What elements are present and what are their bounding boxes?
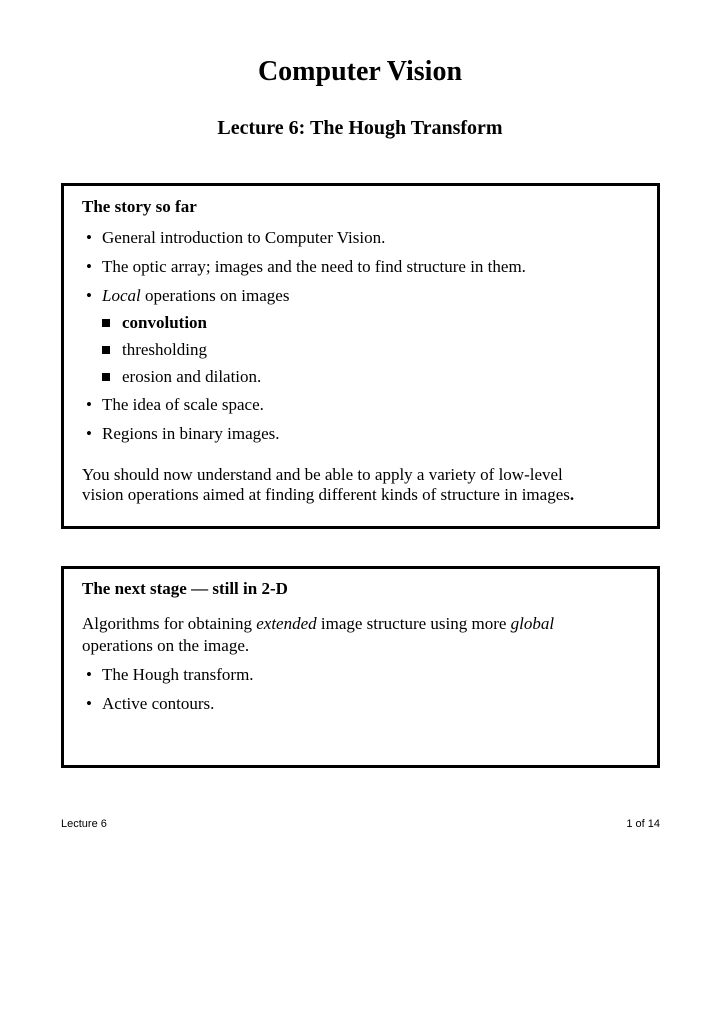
bullet-icon: • (86, 286, 92, 305)
list-item-text: operations on images (144, 286, 290, 305)
emphasis-local: Local (102, 286, 141, 305)
summary-line-2 (82, 484, 574, 506)
list-item: General introduction to Computer Vision. (102, 228, 386, 247)
bullet-icon: • (86, 257, 92, 276)
bullet-icon: • (86, 694, 92, 713)
story-so-far-box (61, 183, 660, 529)
sub-item: erosion and dilation. (122, 367, 262, 386)
square-bullet-icon (102, 319, 110, 327)
sub-item: convolution (122, 313, 208, 332)
next-stage-heading: The next stage — still in 2-D (82, 579, 288, 598)
emphasis-extended: extended (256, 614, 317, 633)
emphasis-global: global (510, 614, 555, 633)
list-item (102, 285, 289, 307)
bullet-icon: • (86, 228, 92, 247)
list-item: Active contours. (102, 694, 215, 713)
para-text: image structure using more (316, 614, 511, 633)
square-bullet-icon (102, 373, 110, 381)
summary-period: . (569, 485, 575, 504)
bullet-icon: • (86, 424, 92, 443)
list-item: The Hough transform. (102, 665, 254, 684)
square-bullet-icon (102, 346, 110, 354)
next-stage-box (61, 566, 660, 768)
bullet-icon: • (86, 395, 92, 414)
para-text: Algorithms for obtaining (82, 614, 257, 633)
lecture-subtitle: Lecture 6: The Hough Transform (217, 117, 503, 139)
footer-lecture-label: Lecture 6 (61, 818, 107, 830)
summary-line-1: You should now understand and be able to apply a variety of low-level (82, 465, 563, 484)
list-item: Regions in binary images. (102, 424, 280, 443)
next-stage-paragraph-line-1 (82, 613, 554, 635)
bullet-icon: • (86, 665, 92, 684)
summary-text: vision operations aimed at finding different kinds of structure in images (82, 485, 570, 504)
page-title: Computer Vision (257, 56, 463, 87)
next-stage-paragraph-line-2: operations on the image. (82, 636, 250, 655)
list-item: The optic array; images and the need to find structure in them. (102, 257, 526, 276)
story-so-far-heading: The story so far (82, 197, 197, 216)
footer-page-number: 1 of 14 (626, 818, 660, 830)
list-item: The idea of scale space. (102, 395, 264, 414)
sub-item: thresholding (122, 340, 207, 359)
